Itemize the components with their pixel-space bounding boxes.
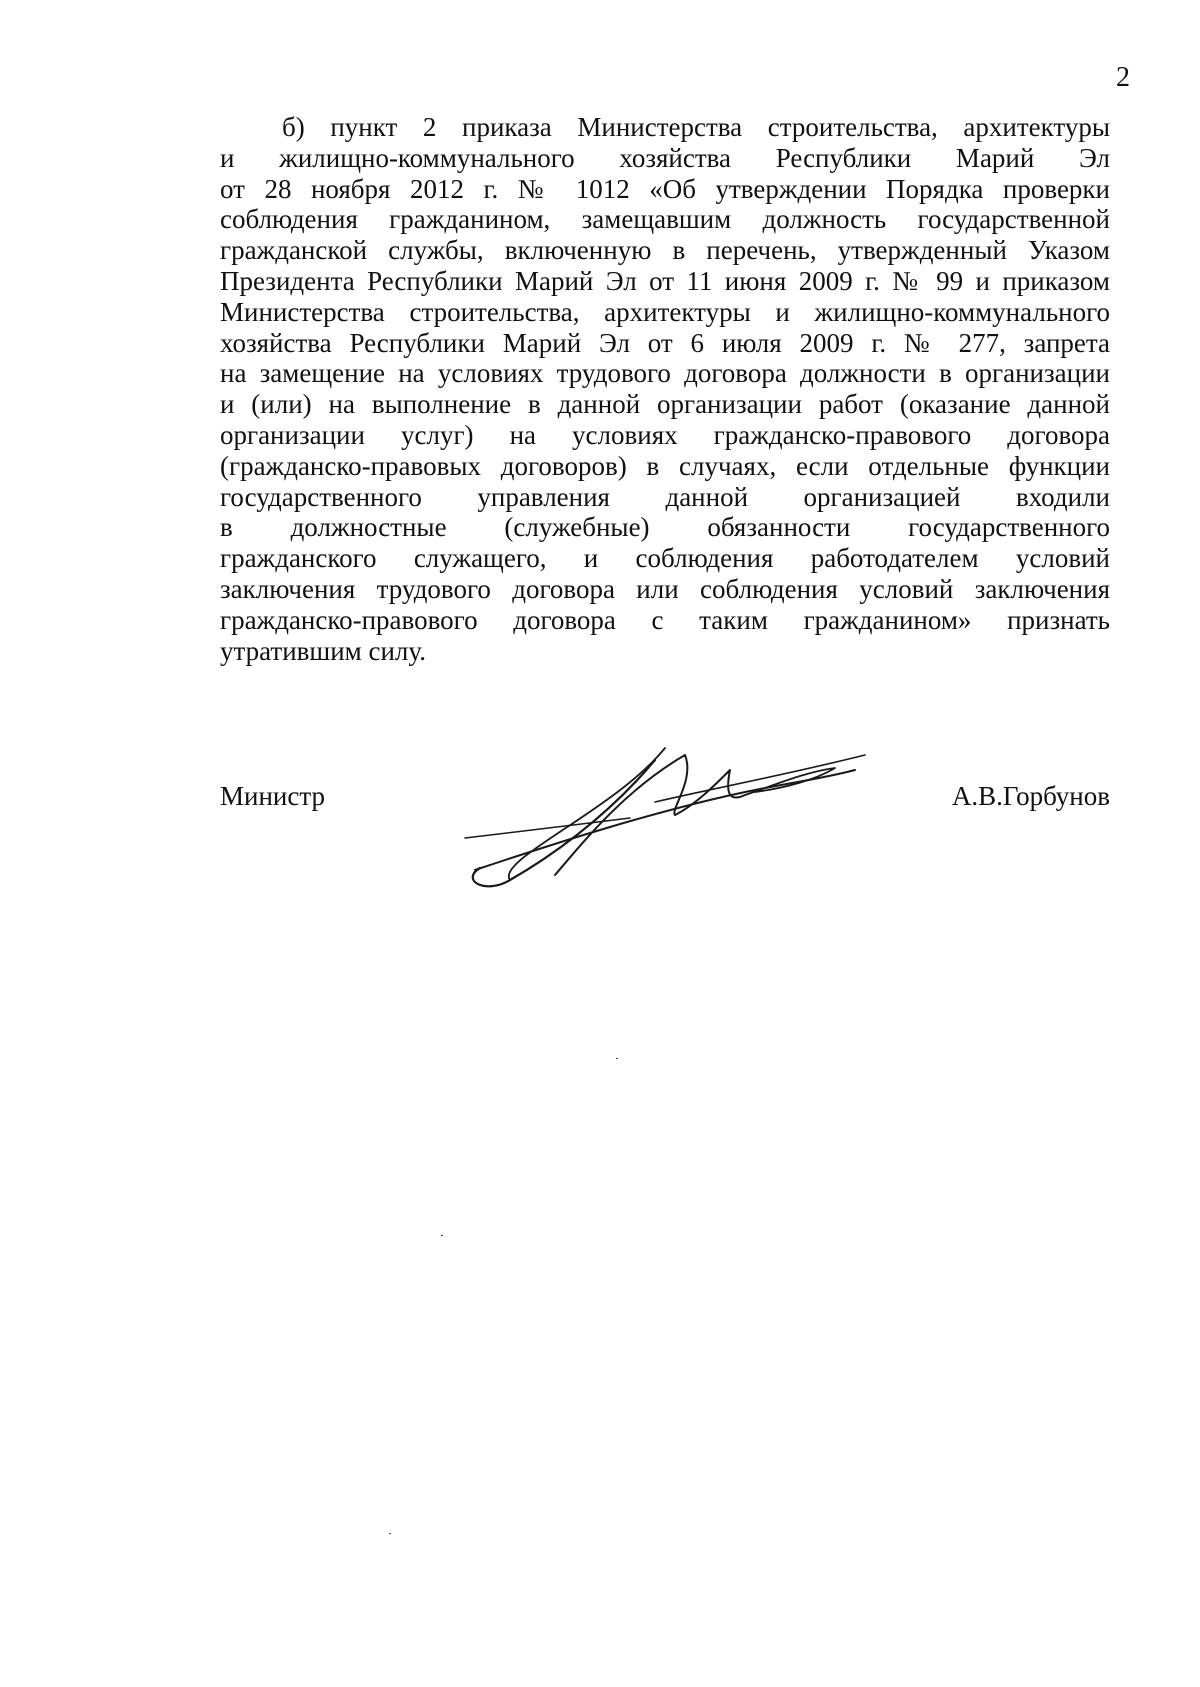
paragraph-line: и жилищно-коммунального хозяйства Республики Марий Эл [220, 142, 1110, 173]
scan-speck [389, 1533, 391, 1534]
signature-stroke [473, 760, 655, 886]
page-number: 2 [1116, 62, 1130, 93]
paragraph-line: в должностные (служебные) обязанности государственного [220, 512, 1110, 543]
paragraph-line: гражданско-правового договора с таким гражданином» признать [220, 604, 1110, 635]
signature-stroke [509, 748, 665, 880]
paragraph-line: утратившим силу. [220, 635, 426, 666]
paragraph-line: хозяйства Республики Марий Эл от 6 июля 2009 г. № 277, запрета [220, 327, 1110, 358]
scan-speck [616, 1058, 618, 1059]
paragraph-line: Президента Республики Марий Эл от 11 июня 2009 г. № 99 и приказом [220, 265, 1110, 296]
signer-name: А.В.Горбунов [951, 781, 1110, 811]
paragraph-line: соблюдения гражданином, замещавшим должность государственной [220, 204, 1110, 235]
paragraph-line: на замещение на условиях трудового договора должности в организации [220, 358, 1110, 389]
document-paragraph [220, 112, 1110, 666]
paragraph-line: гражданского служащего, и соблюдения работодателем условий [220, 543, 1110, 574]
handwritten-signature [455, 740, 905, 900]
paragraph-line: (гражданско-правовых договоров) в случаях, если отдельные функции [220, 450, 1110, 481]
paragraph-line: Министерства строительства, архитектуры и жилищно-коммунального [220, 296, 1110, 327]
paragraph-line: от 28 ноября 2012 г. № 1012 «Об утверждении Порядка проверки [220, 173, 1110, 204]
signature-stroke [475, 770, 855, 870]
paragraph-line: заключения трудового договора или соблюдения условий заключения [220, 573, 1110, 604]
signer-title: Министр [220, 781, 325, 811]
paragraph-line: государственного управления данной организацией входили [220, 481, 1110, 512]
scan-speck [441, 1235, 443, 1236]
paragraph-line: гражданской службы, включенную в перечень, утвержденный Указом [220, 235, 1110, 266]
paragraph-line: организации услуг) на условиях гражданско-правового договора [220, 419, 1110, 450]
paragraph-line: и (или) на выполнение в данной организации работ (оказание данной [220, 389, 1110, 420]
paragraph-line: б) пункт 2 приказа Министерства строительства, архитектуры [282, 112, 1110, 142]
